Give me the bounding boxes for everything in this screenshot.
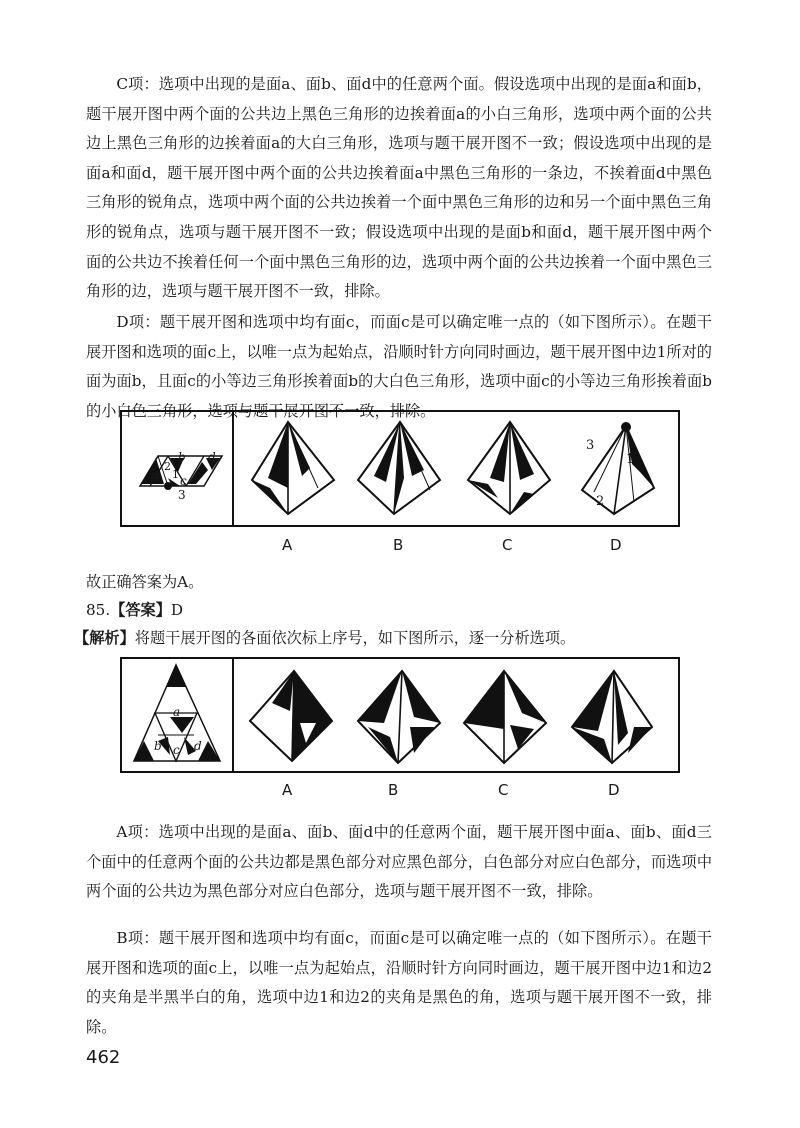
pyramid-c-1 — [464, 418, 554, 518]
analysis-line — [74, 626, 575, 650]
figure-2-label-c: C — [498, 781, 509, 799]
paragraph-b-option: B项：题干展开图和选项中均有面c，而面c是可以确定唯一点的（如下图所示）。在题干展开图和选项的面c上，以唯一点为起始点，沿顺时针方向同时画边，题干展开图中边1和边2的夹角是半黑半白的角，选项中边1和边2的夹角是黑色的角，选项与题干展开图不一致，排除。 — [86, 929, 712, 1036]
option-d-mark-1: 1 — [626, 452, 635, 467]
figure-1-net — [122, 412, 234, 525]
figure-2-label-d: D — [608, 781, 620, 799]
figure-2-net — [122, 659, 234, 771]
pyramid-b-2 — [354, 667, 444, 767]
option-d-mark-2: 2 — [596, 494, 605, 509]
net-label-d: d — [208, 450, 216, 464]
net-label-a: a — [152, 468, 160, 482]
q85-answer: D — [170, 601, 184, 619]
net-label-c: c — [180, 474, 187, 488]
q85-number: 85. — [86, 601, 111, 619]
analysis-text: 将题干展开图的各面依次标上序号，如下图所示，逐一分析选项。 — [134, 629, 576, 647]
paragraph-a-option: A项：选项中出现的是面a、面b、面d中的任意两个面，题干展开图中面a、面b、面d三个面中的任意两个面的公共边都是黑色部分对应黑色部分，白色部分对应白色部分，而选项中两个面的公共边为黑色部分对应白色部分，选项与题干展开图不一致，排除。 — [86, 823, 712, 901]
figure-1-label-a: A — [282, 536, 293, 554]
q85-answer-tag: 【答案】 — [110, 601, 171, 619]
figure-2-label-b: B — [388, 781, 399, 799]
pyramid-a-2 — [246, 667, 336, 767]
net2-label-d: d — [194, 739, 202, 753]
net-label-3: 3 — [178, 488, 186, 502]
pyramid-c-2 — [460, 667, 550, 767]
figure-2 — [120, 657, 680, 773]
q85-answer-line — [86, 598, 183, 622]
pyramid-b-1 — [354, 418, 444, 518]
net2-label-c: c — [173, 743, 180, 757]
conclusion-text: 故正确答案为A。 — [86, 573, 204, 591]
figure-1-label-b: B — [393, 536, 404, 554]
net2-label-b: b — [154, 739, 162, 753]
figure-2-label-a: A — [282, 781, 293, 799]
pyramid-d-2 — [568, 667, 658, 767]
figure-1-options — [234, 412, 678, 525]
net-label-b: b — [178, 450, 186, 464]
net2-label-a: a — [173, 705, 181, 719]
paragraph-d-option: D项：题干展开图和选项中均有面c，而面c是可以确定唯一点的（如下图所示）。在题干展开图和选项的面c上，以唯一点为起始点，沿顺时针方向同时画边，题干展开图中边1所对的面为面b，且面c的小等边三角形挨着面b的大白色三角形，选项中面c的小等边三角形挨着面b的小白色三角形，选项与题干展开图不一致，排除。 — [86, 313, 712, 420]
paragraph-c-option: C项：选项中出现的是面a、面b、面d中的任意两个面。假设选项中出现的是面a和面b，题干展开图中两个面的公共边上黑色三角形的边挨着面a的小白三角形，选项中两个面的公共边上黑色三角形的边挨着面a的大白三角形，选项与题干展开图不一致；假设选项中出现的是面a和面d，题干展开图中两个面的公共边挨着面a中黑色三角形的一条边，不挨着面d中黑色三角形的锐角点，选项中两个面的公共边挨着一个面中黑色三角形的边和另一个面中黑色三角形的锐角点，选项与题干展开图不一致；假设选项中出现的是面b和面d，题干展开图中两个面的公共边不挨着任何一个面中黑色三角形的边，选项中两个面的公共边挨着一个面中黑色三角形的边，选项与题干展开图不一致，排除。 — [86, 75, 712, 301]
figure-1-label-d: D — [610, 536, 622, 554]
figure-1-label-c: C — [502, 536, 513, 554]
figure-1 — [120, 410, 680, 527]
option-d-mark-3: 3 — [586, 438, 595, 453]
net-label-1: 1 — [172, 468, 179, 481]
net-label-2: 2 — [164, 460, 171, 473]
pyramid-a-1 — [248, 418, 338, 518]
pyramid-d-1 — [574, 418, 664, 518]
page-number: 462 — [86, 1047, 121, 1068]
analysis-tag: 【解析】 — [74, 629, 135, 647]
figure-2-options — [234, 659, 678, 771]
